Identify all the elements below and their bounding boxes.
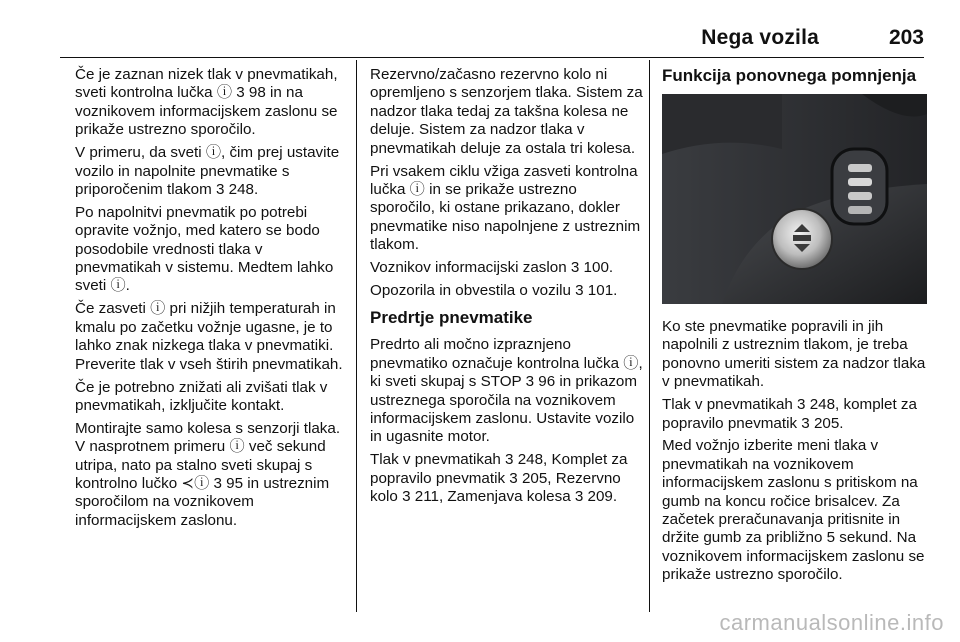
- page-header: [60, 10, 924, 58]
- paragraph: Pri vsakem ciklu vžiga zasveti kontrolna lučka ⓘ in se prikaže ustrezno sporočilo, ki ostane prikazano, dokler pnevmatike niso napolnjene z ustreznim tlakom.: [370, 162, 641, 254]
- paragraph: Voznikov informacijski zaslon 3 100.: [370, 259, 614, 277]
- paragraph: Rezervno/začasno rezervno kolo ni opremljeno s senzorjem tlaka. Sistem za nadzor tlaka tedaj za takšna kolesa ne deluje. Sistem za nadzor tlaka v pnevmatikah deluje za ostala tri kolesa.: [370, 66, 643, 157]
- paragraph: Predrto ali močno izpraznjeno pnevmatiko označuje kontrolna lučka ⓘ, ki sveti skupaj s STOP 3 96 in prikazom ustreznega sporočila na voznikovem informacijskem zaslonu. Ustavite vozilo in ugasnite motor.: [370, 336, 643, 446]
- paragraph: Opozorila in obvestila o vozilu 3 101.: [370, 281, 618, 299]
- column-divider-2: [649, 60, 650, 612]
- section-title: Nega vozila: [701, 26, 819, 49]
- page-number: 203: [888, 26, 924, 49]
- column-2: [370, 66, 645, 511]
- paragraph: Po napolnitvi pnevmatik po potrebi opravite vožnjo, med katero se bodo posodobile vrednosti tlaka v pnevmatikah v sistemu. Medtem lahko sveti ⓘ.: [75, 203, 334, 295]
- paragraph: Če zasveti ⓘ pri nižjih temperaturah in kmalu po začetku vožnje ugasne, je to lahko znak nizkega tlaka v pnevmatiki. Preverite tlak v vseh štirih pnevmatikah.: [75, 300, 343, 373]
- paragraph: V primeru, da sveti ⓘ, čim prej ustavite vozilo in napolnite pnevmatike s priporočenim tlakom 3 248.: [75, 144, 340, 198]
- subheading-relearn-function: Funkcija ponovnega pomnjenja: [662, 66, 917, 85]
- subheading-tire-puncture: Predrtje pnevmatike: [370, 308, 533, 328]
- paragraph: Ko ste pnevmatike popravili in jih napolnili z ustreznim tlakom, je treba ponovno umeriti sistem za nadzor tlaka v pnevmatikah.: [662, 318, 926, 391]
- paragraph: Tlak v pnevmatikah 3 248, komplet za popravilo pnevmatik 3 205.: [662, 396, 917, 432]
- paragraph: Če je zaznan nizek tlak v pnevmatikah, sveti kontrolna lučka ⓘ 3 98 in na voznikovem informacijskem zaslonu se prikaže ustrezno sporočilo.: [75, 66, 338, 139]
- watermark: carmanualsonline.info: [719, 610, 944, 635]
- paragraph: Med vožnjo izberite meni tlaka v pnevmatikah na voznikovem informacijskem zaslonu s pritiskom na gumb na koncu ročice brisalcev. Za začetek preračunavanja pritisnite in držite gumb za približno 5 sekund. Na voznikovem informacijskem zaslonu se prikaže ustrezno sporočilo.: [662, 437, 925, 584]
- wiper-stalk-photo: [662, 94, 927, 304]
- paragraph: Montirajte samo kolesa s senzorji tlaka. V nasprotnem primeru ⓘ več sekund utripa, nato pa stalno sveti skupaj s kontrolno lučko ≺ⓘ 3 95 in ustreznim sporočilom na voznikovem informacijskem zaslonu.: [75, 419, 341, 529]
- paragraph: Če je potrebno znižati ali zvišati tlak v pnevmatikah, izključite kontakt.: [75, 378, 328, 414]
- paragraph: Tlak v pnevmatikah 3 248, Komplet za popravilo pnevmatik 3 205, Rezervno kolo 3 211, Zamenjava kolesa 3 209.: [370, 451, 628, 506]
- column-1: [75, 66, 350, 535]
- column-3: [662, 66, 930, 589]
- wiper-stalk-illustration: [662, 94, 927, 304]
- column-divider-1: [356, 60, 357, 612]
- header-rule: [60, 57, 924, 58]
